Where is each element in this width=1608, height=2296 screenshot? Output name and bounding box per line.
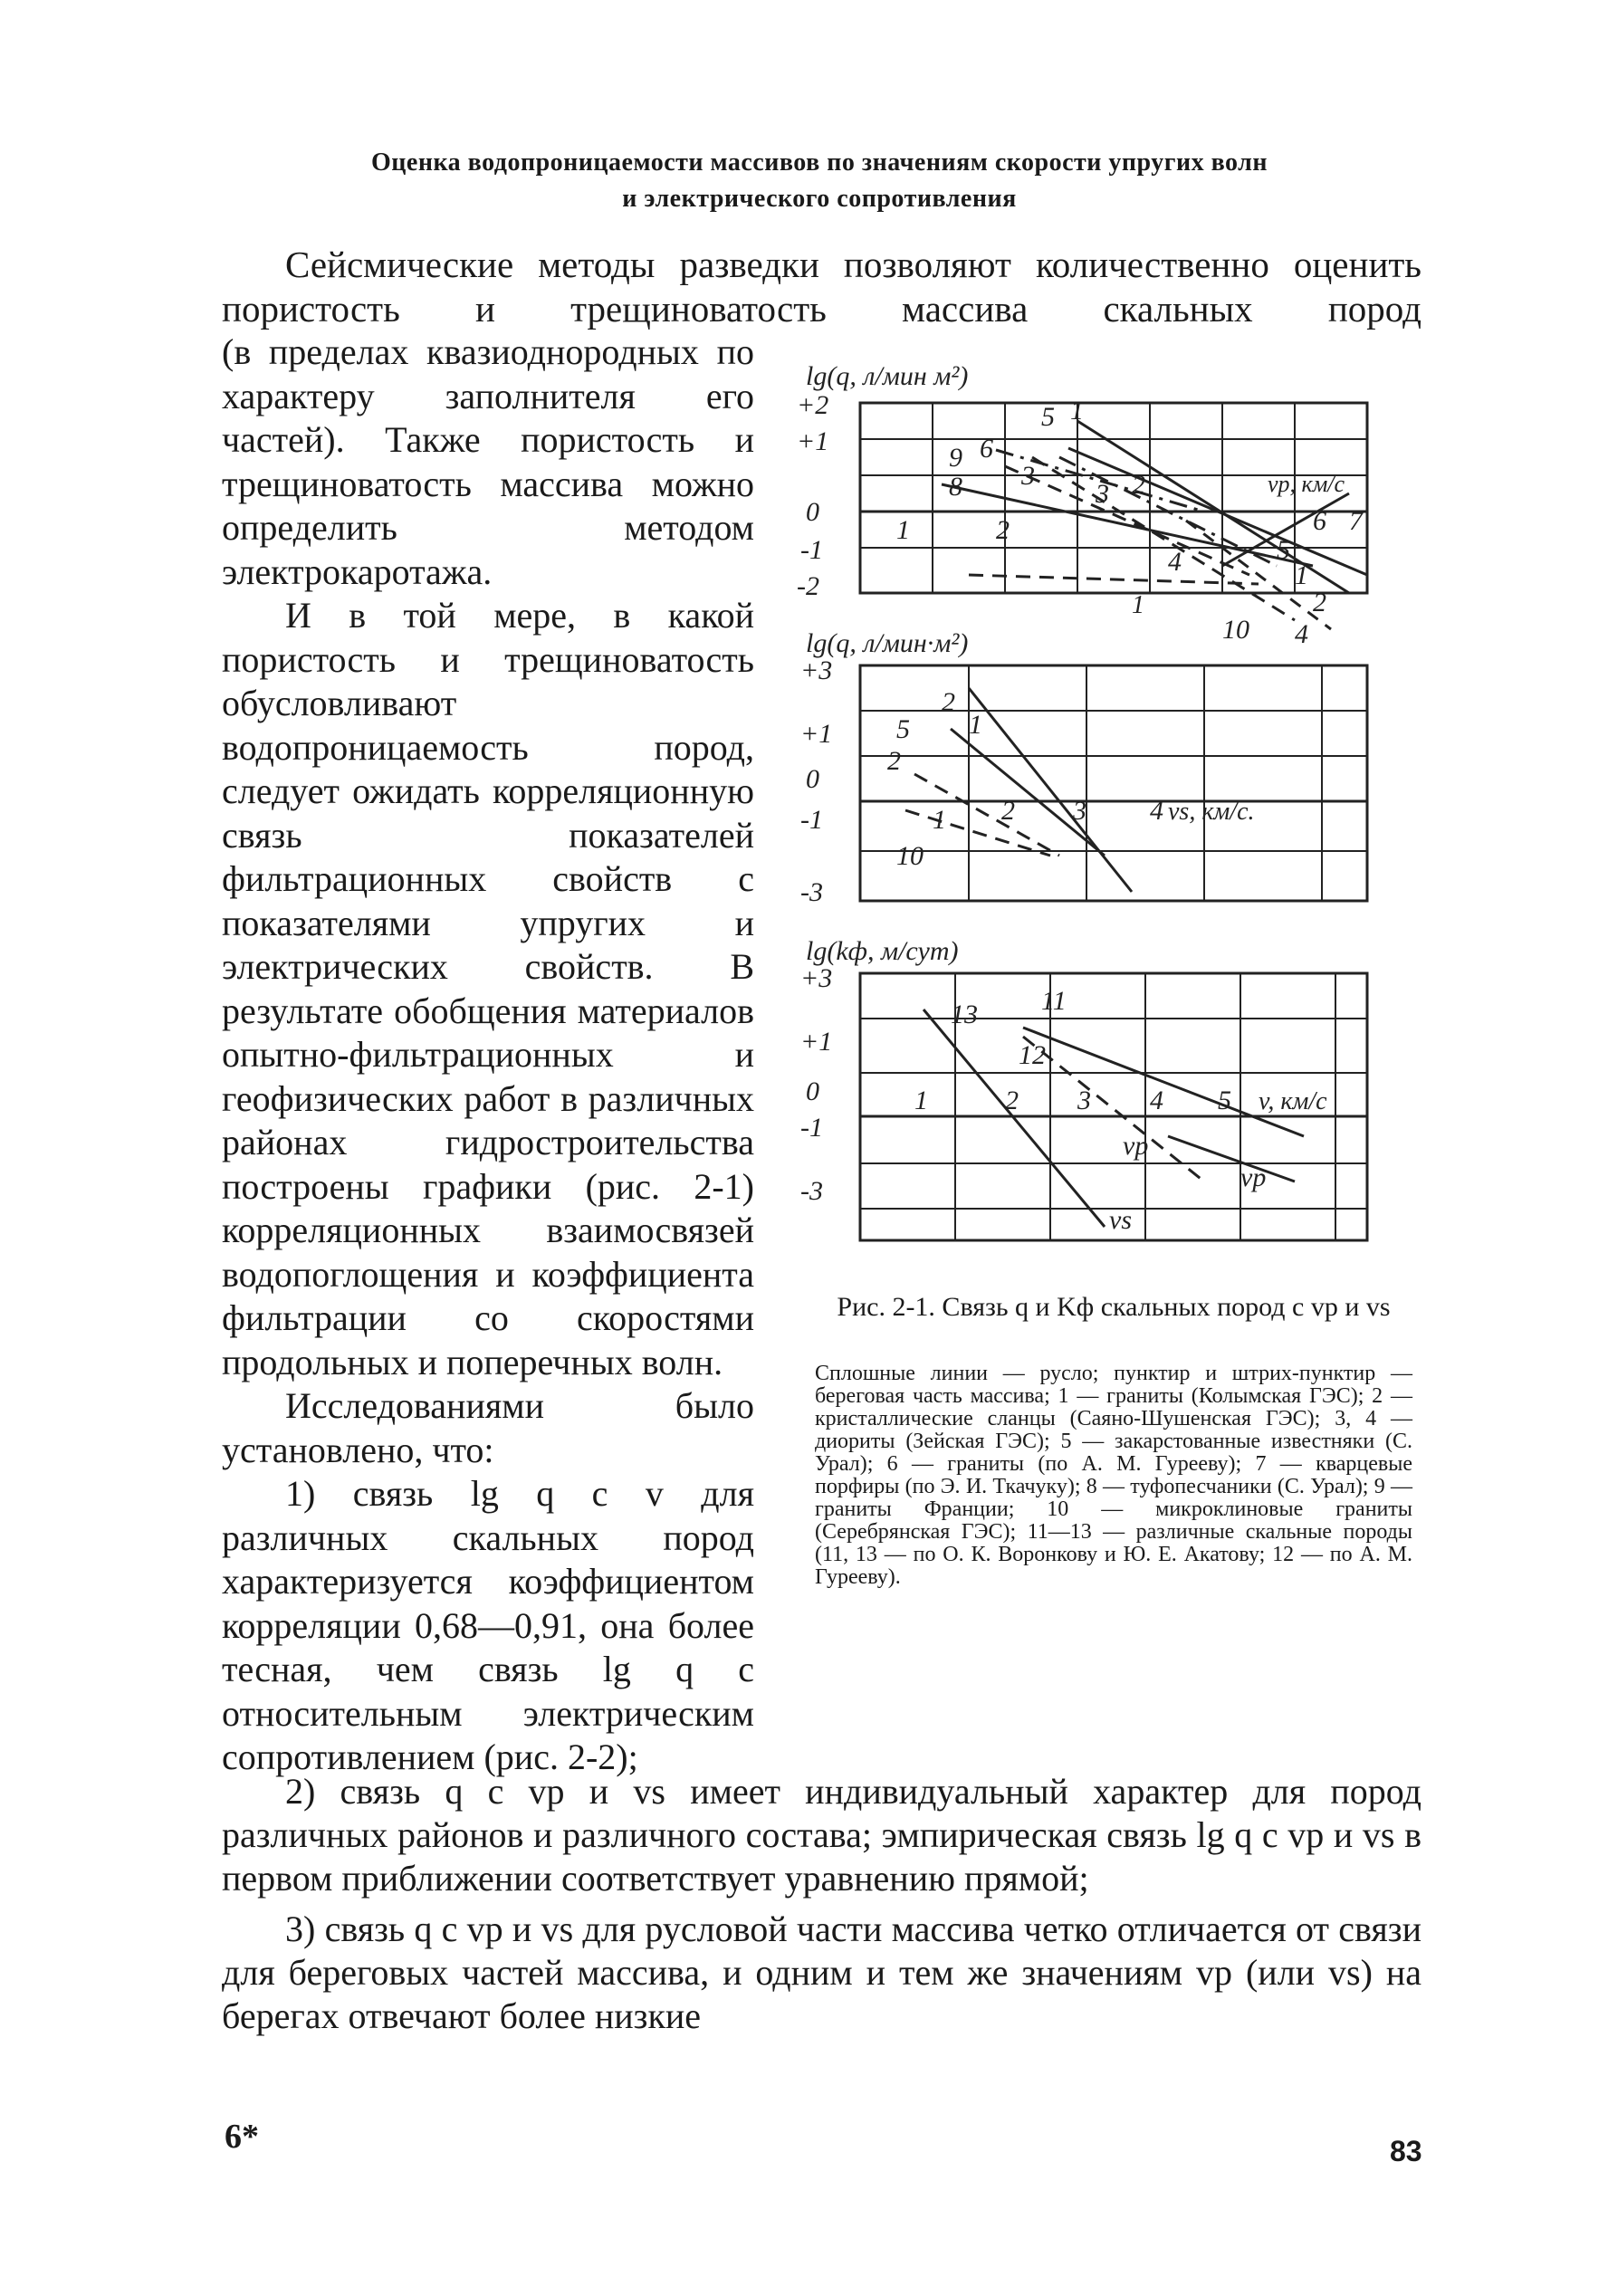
svg-text:4: 4 [1150, 1086, 1163, 1115]
svg-text:1: 1 [933, 805, 946, 835]
page-number: 83 [1390, 2135, 1422, 2167]
panel-2-text [800, 628, 1255, 907]
list-item-2: 2) связь q с vp и vs имеет индивидуальный характер для пород различных районов и различного состава; эмпирическая связь lg q с vp и vs в первом приближении соответствует уравнению прямой; [222, 1771, 1421, 1899]
panel-1-text [797, 361, 1364, 649]
footer-signature: 6* [225, 2118, 259, 2156]
svg-text:0: 0 [806, 764, 819, 794]
paragraph-3: Исследованиями было установлено, что: [222, 1385, 754, 1470]
list-item-3: 3) связь q с vp и vs для русловой части массива четко отличается от связи для береговых частей массива, и одним и тем же значениям vp (или vs) на берегах отвечают более низкие [222, 1909, 1421, 2036]
svg-text:5: 5 [1218, 1086, 1231, 1115]
figure-caption: Рис. 2-1. Связь q и Kф скальных пород с vp и vs [837, 1292, 1391, 1322]
svg-text:9: 9 [949, 443, 962, 473]
svg-text:2: 2 [1005, 1086, 1019, 1115]
svg-text:0: 0 [806, 1076, 819, 1106]
svg-text:+3: +3 [800, 655, 833, 685]
figure-graphs [788, 349, 1421, 1254]
svg-text:5: 5 [1041, 402, 1055, 432]
p1-line-3 [1032, 457, 1295, 620]
svg-text:6: 6 [1313, 506, 1326, 536]
p1-line-8 [1005, 466, 1249, 575]
svg-text:3: 3 [1021, 461, 1035, 491]
svg-text:3: 3 [1077, 1086, 1091, 1115]
svg-text:6: 6 [980, 434, 993, 464]
svg-text:2: 2 [1132, 470, 1145, 500]
svg-text:7: 7 [1349, 506, 1363, 536]
svg-text:3: 3 [1096, 479, 1109, 509]
svg-text:1: 1 [896, 515, 910, 545]
svg-text:-1: -1 [800, 535, 823, 565]
svg-text:4: 4 [1295, 619, 1308, 649]
svg-text:v, км/с: v, км/с [1259, 1087, 1327, 1115]
svg-text:1: 1 [969, 710, 982, 740]
panel-2-frame [860, 665, 1367, 901]
svg-text:-3: -3 [800, 877, 823, 907]
list-item-1: 1) связь lg q с v для различных скальных пород характеризуется коэффициентом корреляции 0,68—0,91, она более тесная, чем связь lg q с относительным электрическим сопротивлением (рис. 2-2); [222, 1473, 754, 1777]
svg-text:2: 2 [1313, 588, 1326, 617]
svg-text:+1: +1 [800, 1027, 833, 1057]
paragraph-1: (в пределах квазиоднородных по характеру заполнителя его частей). Также пористость и трещиноватость массива можно определить методом электрокаротажа. [222, 331, 754, 592]
svg-text:4: 4 [1150, 796, 1163, 826]
svg-text:-3: -3 [800, 1176, 823, 1206]
figure-2-1 [788, 349, 1421, 1254]
p3-line-11 [1023, 1028, 1304, 1136]
left-column [222, 330, 754, 1780]
svg-text:0: 0 [806, 497, 819, 527]
svg-text:13: 13 [951, 1000, 978, 1029]
svg-text:5: 5 [896, 714, 910, 744]
svg-text:1: 1 [914, 1086, 928, 1115]
svg-text:+3: +3 [800, 963, 833, 993]
svg-text:10: 10 [896, 841, 924, 871]
p3-line-vp [1168, 1136, 1295, 1181]
svg-text:-1: -1 [800, 805, 823, 835]
svg-text:1: 1 [1295, 560, 1308, 590]
svg-text:vs, км/с.: vs, км/с. [1168, 798, 1255, 826]
svg-text:1: 1 [1132, 591, 1144, 619]
svg-text:12: 12 [1019, 1040, 1046, 1070]
svg-text:-2: -2 [797, 571, 819, 601]
svg-text:vp: vp [1123, 1131, 1149, 1161]
svg-text:lg(q, л/мин м²): lg(q, л/мин м²) [806, 361, 969, 391]
svg-text:vp, км/с: vp, км/с [1268, 471, 1345, 497]
p2-line-10 [905, 810, 1050, 856]
svg-text:vp: vp [1240, 1162, 1267, 1192]
title-line-1: Оценка водопроницаемости массивов по значениям скорости упругих волн [370, 148, 1268, 177]
svg-text:5: 5 [1277, 535, 1290, 565]
svg-text:+1: +1 [797, 426, 829, 456]
svg-text:2: 2 [942, 687, 955, 717]
svg-text:2: 2 [996, 515, 1010, 545]
svg-text:10: 10 [1222, 615, 1249, 645]
svg-text:2: 2 [887, 746, 901, 776]
paragraph-2: И в той мере, в какой пористость и трещиноватость обусловливают водопроницаемость пород, следует ожидать корреляционную связь показателей фильтрационных свойств с показателями упругих и электрических свойств. В результате обобщения материалов опытно-фильтрационных и геофизических работ в различных районах гидростроительства построены графики (рис. 2-1) корреляционных взаимосвязей водопоглощения и коэффициента фильтрации со скоростями продольных и поперечных волн. [222, 595, 754, 1382]
p1-line-10 [969, 575, 1259, 584]
svg-text:1: 1 [1070, 396, 1084, 426]
svg-text:lg(q, л/мин·м²): lg(q, л/мин·м²) [806, 628, 969, 658]
svg-text:vs: vs [1109, 1205, 1132, 1235]
svg-text:3: 3 [1073, 796, 1086, 826]
svg-text:-1: -1 [800, 1113, 823, 1143]
p1-line-1 [1077, 421, 1349, 593]
svg-text:2: 2 [1001, 796, 1015, 826]
intro-paragraph: Сейсмические методы разведки позволяют количественно оценить пористость и трещиноватость массива скальных пород [222, 244, 1421, 330]
svg-text:11: 11 [1041, 986, 1067, 1016]
panel-3-text [800, 936, 1327, 1235]
title-line-2: и электрического сопротивления [622, 185, 1017, 213]
svg-text:8: 8 [949, 472, 962, 502]
full-width-text [222, 1770, 1421, 2045]
svg-text:lg(kф, м/сут): lg(kф, м/сут) [806, 936, 959, 966]
svg-text:+1: +1 [800, 719, 833, 749]
panel-1 [860, 403, 1367, 629]
p3-line-13 [924, 1009, 1105, 1227]
figure-legend: Сплошные линии — русло; пунктир и штрих-пунктир — береговая часть массива; 1 — граниты (Колымская ГЭС); 2 — кристаллические сланцы (Саяно-Шушенская ГЭС); 3, 4 — диориты (Зейская ГЭС); 5 — закарстованные известняки (С. Урал); 6 — граниты (по А. М. Гурееву); 7 — кварцевые порфиры (по Э. И. Ткачуку); 8 — туфопесчаники (С. Урал); 9 — граниты Франции; 10 — микроклиновые граниты (Серебрянская ГЭС); 11—13 — различные скальные породы (11, 13 — по О. К. Воронкову и Ю. Е. Акатову; 12 — по А. М. Гурееву). [815, 1362, 1412, 1589]
panel-1-frame [860, 403, 1367, 593]
section-title [217, 145, 1421, 217]
panel-2 [860, 665, 1367, 901]
p2-line-1 [969, 688, 1132, 892]
svg-text:+2: +2 [797, 390, 829, 420]
svg-text:4: 4 [1168, 547, 1182, 577]
